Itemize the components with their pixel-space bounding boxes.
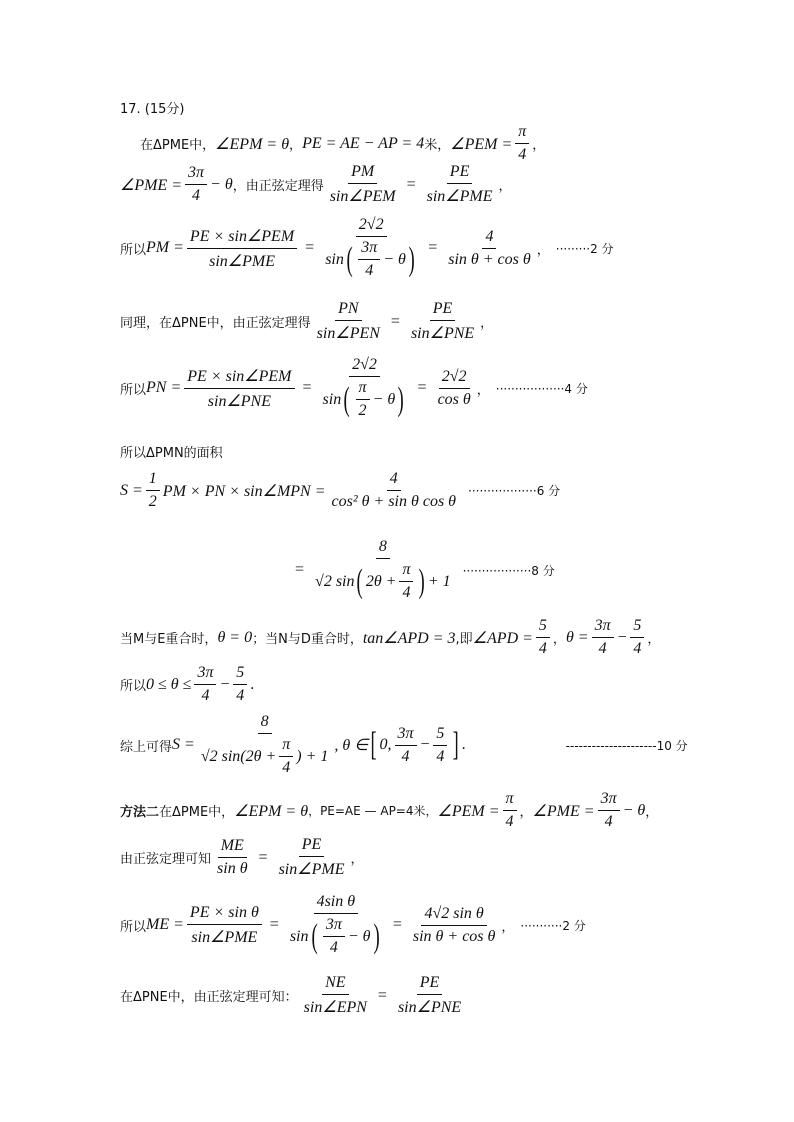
- line-pm-result: 所以 PM = $\frac{\text{PE × sin∠PEM}}{\text{sin∠PME}}$ = 2√2 sin ( $\frac{3\pi}{4}$ − θ ) = $\frac{4}{\text{sin θ + cos θ}}$ ， ·········2 分: [120, 216, 614, 279]
- fraction: $\frac{3\pi}{4}$: [598, 790, 620, 831]
- score-mark: ··················6 分: [468, 484, 561, 498]
- fraction: $\frac{\text{PE × sin θ}}{\text{sin∠PME}}$: [187, 904, 262, 947]
- fraction: $\frac{\text{4√2 sin θ}}{\text{sin θ + cos θ}}$: [412, 904, 496, 945]
- fraction: 8 √2 sin ( 2θ + $\frac{\pi}{4}$ ) + 1: [315, 538, 451, 601]
- fraction: $\frac{4}{\text{cos² θ + sin θ cos θ}}$: [331, 470, 457, 510]
- line-area-formula: S = $\frac{1}{2}$ PM × PN × sin∠MPN = $\frac{4}{\text{cos² θ + sin θ cos θ}}$ ··················6 分: [120, 470, 561, 510]
- score-mark: ·········2 分: [555, 241, 614, 256]
- fraction: $\frac{\pi}{4}$: [503, 790, 517, 831]
- fraction: $\frac{4}{\text{sin θ + cos θ}}$: [448, 227, 531, 268]
- fraction: $\frac{5}{4}$: [433, 725, 447, 766]
- line-area-intro: 所以ΔPMN的面积: [120, 446, 223, 461]
- score-mark: ··················4 分: [495, 381, 588, 396]
- fraction: $\frac{PE}{\text{sin∠PNE}}$: [410, 300, 475, 342]
- line-sine-rule-3: 由正弦定理可知 $\frac{ME}{\text{sin θ}}$ = $\frac{PE}{\text{sin∠PME}}$ ，: [120, 836, 364, 878]
- fraction: $\frac{1}{2}$: [146, 470, 160, 511]
- fraction: $\frac{PM}{\text{sin∠PEM}}$: [329, 163, 396, 205]
- fraction: 2√2 sin ( $\frac{3\pi}{4}$ − θ ): [325, 216, 415, 279]
- line-sine-rule-4: 在ΔPNE中，由正弦定理可知： $\frac{NE}{\text{sin∠EPN}}$ = $\frac{PE}{\text{sin∠PNE}}$: [120, 974, 467, 1017]
- score-mark: ···········2 分: [520, 918, 586, 933]
- fraction: $\frac{3\pi}{4}$: [395, 725, 417, 766]
- line-conclusion: 综上可得 S = 8 √2 sin(2θ + $\frac{\pi}{4}$ ) + 1 , θ ∈ [ 0, $\frac{3\pi}{4}$ − $\frac{5}{4}$ ] . ---------------------10 分: [120, 713, 688, 776]
- score-mark: ··················8 分: [462, 563, 555, 578]
- line-pme-setup: 在ΔPME中， ∠EPM = θ ， PE = AE − AP = 4 米， ∠PEM = $\frac{\pi}{4}$ ，: [140, 123, 546, 163]
- fraction: $\frac{\pi}{4}$: [515, 123, 529, 164]
- fraction: $\frac{PE}{\text{sin∠PME}}$: [278, 836, 345, 878]
- line-theta-range: 所以 0 ≤ θ ≤ $\frac{3\pi}{4}$ − $\frac{5}{4}$ .: [120, 664, 255, 704]
- fraction: $\frac{5}{4}$: [630, 617, 644, 658]
- line-area-simplified: = 8 √2 sin ( 2θ + $\frac{\pi}{4}$ ) + 1 ··················8 分: [295, 538, 555, 601]
- score-mark: ---------------------10 分: [565, 738, 688, 753]
- method-two-label: 方法二: [120, 805, 160, 820]
- line-me-result: 所以 ME = $\frac{\text{PE × sin θ}}{\text{sin∠PME}}$ = 4sin θ sin ( $\frac{3\pi}{4}$ − θ ) = $\frac{\text{4√2 sin θ}}{\text{sin θ + cos θ}}$ ， ···········2 分: [120, 893, 586, 956]
- line-sine-rule-2: 同理，在ΔPNE中，由正弦定理得 $\frac{PN}{\text{sin∠PEN}}$ = $\frac{PE}{\text{sin∠PNE}}$ ，: [120, 300, 494, 342]
- fraction: $\frac{\text{PE × sin∠PEM}}{\text{sin∠PNE}}$: [184, 366, 294, 411]
- fraction: $\frac{\text{PE × sin∠PEM}}{\text{sin∠PME}}$: [187, 226, 297, 271]
- fraction: $\frac{ME}{\text{sin θ}}$: [217, 837, 248, 877]
- fraction: 4sin θ sin ( $\frac{3\pi}{4}$ − θ ): [289, 893, 380, 956]
- fraction: 2√2 sin ( $\frac{\pi}{2}$ − θ ): [322, 356, 404, 419]
- fraction: $\frac{PE}{\text{sin∠PNE}}$: [397, 974, 462, 1016]
- fraction: $\frac{3\pi}{4}$: [185, 164, 207, 205]
- fraction: $\frac{2√2}{\text{cos θ}}$: [437, 367, 471, 408]
- fraction: $\frac{5}{4}$: [233, 664, 247, 705]
- problem-header: 17. (15分): [120, 102, 185, 117]
- fraction: $\frac{3\pi}{4}$: [592, 617, 614, 658]
- line-pn-result: 所以 PN = $\frac{\text{PE × sin∠PEM}}{\text{sin∠PNE}}$ = 2√2 sin ( $\frac{\pi}{2}$ − θ ) = $\frac{2√2}{\text{cos θ}}$ ， ··················4 分: [120, 356, 588, 419]
- line-theta-bounds: 当M与E重合时， θ = 0 ；当N与D重合时， tan∠APD = 3 ,即 ∠APD = $\frac{5}{4}$ ， θ = $\frac{3\pi}{4}$ − $\frac{5}{4}$ ，: [120, 617, 661, 657]
- fraction: $\frac{3\pi}{4}$: [194, 664, 216, 705]
- fraction: $\frac{NE}{\text{sin∠EPN}}$: [303, 974, 367, 1016]
- fraction: $\frac{PN}{\text{sin∠PEN}}$: [316, 300, 380, 342]
- fraction: 8 √2 sin(2θ + $\frac{\pi}{4}$ ) + 1: [200, 713, 329, 776]
- line-sine-rule-1: ∠PME = $\frac{3\pi}{4}$ − θ ，由正弦定理得 $\frac{PM}{\text{sin∠PEM}}$ = $\frac{PE}{\text{sin∠PME}}$ ，: [120, 163, 512, 205]
- fraction: $\frac{PE}{\text{sin∠PME}}$: [426, 163, 493, 205]
- fraction: $\frac{5}{4}$: [536, 617, 550, 658]
- line-method-two: 方法二 在ΔPME中， ∠EPM = θ ，PE=AE — AP=4米， ∠PEM = $\frac{\pi}{4}$ ， ∠PME = $\frac{3\pi}{4}$ − θ ，: [120, 790, 659, 830]
